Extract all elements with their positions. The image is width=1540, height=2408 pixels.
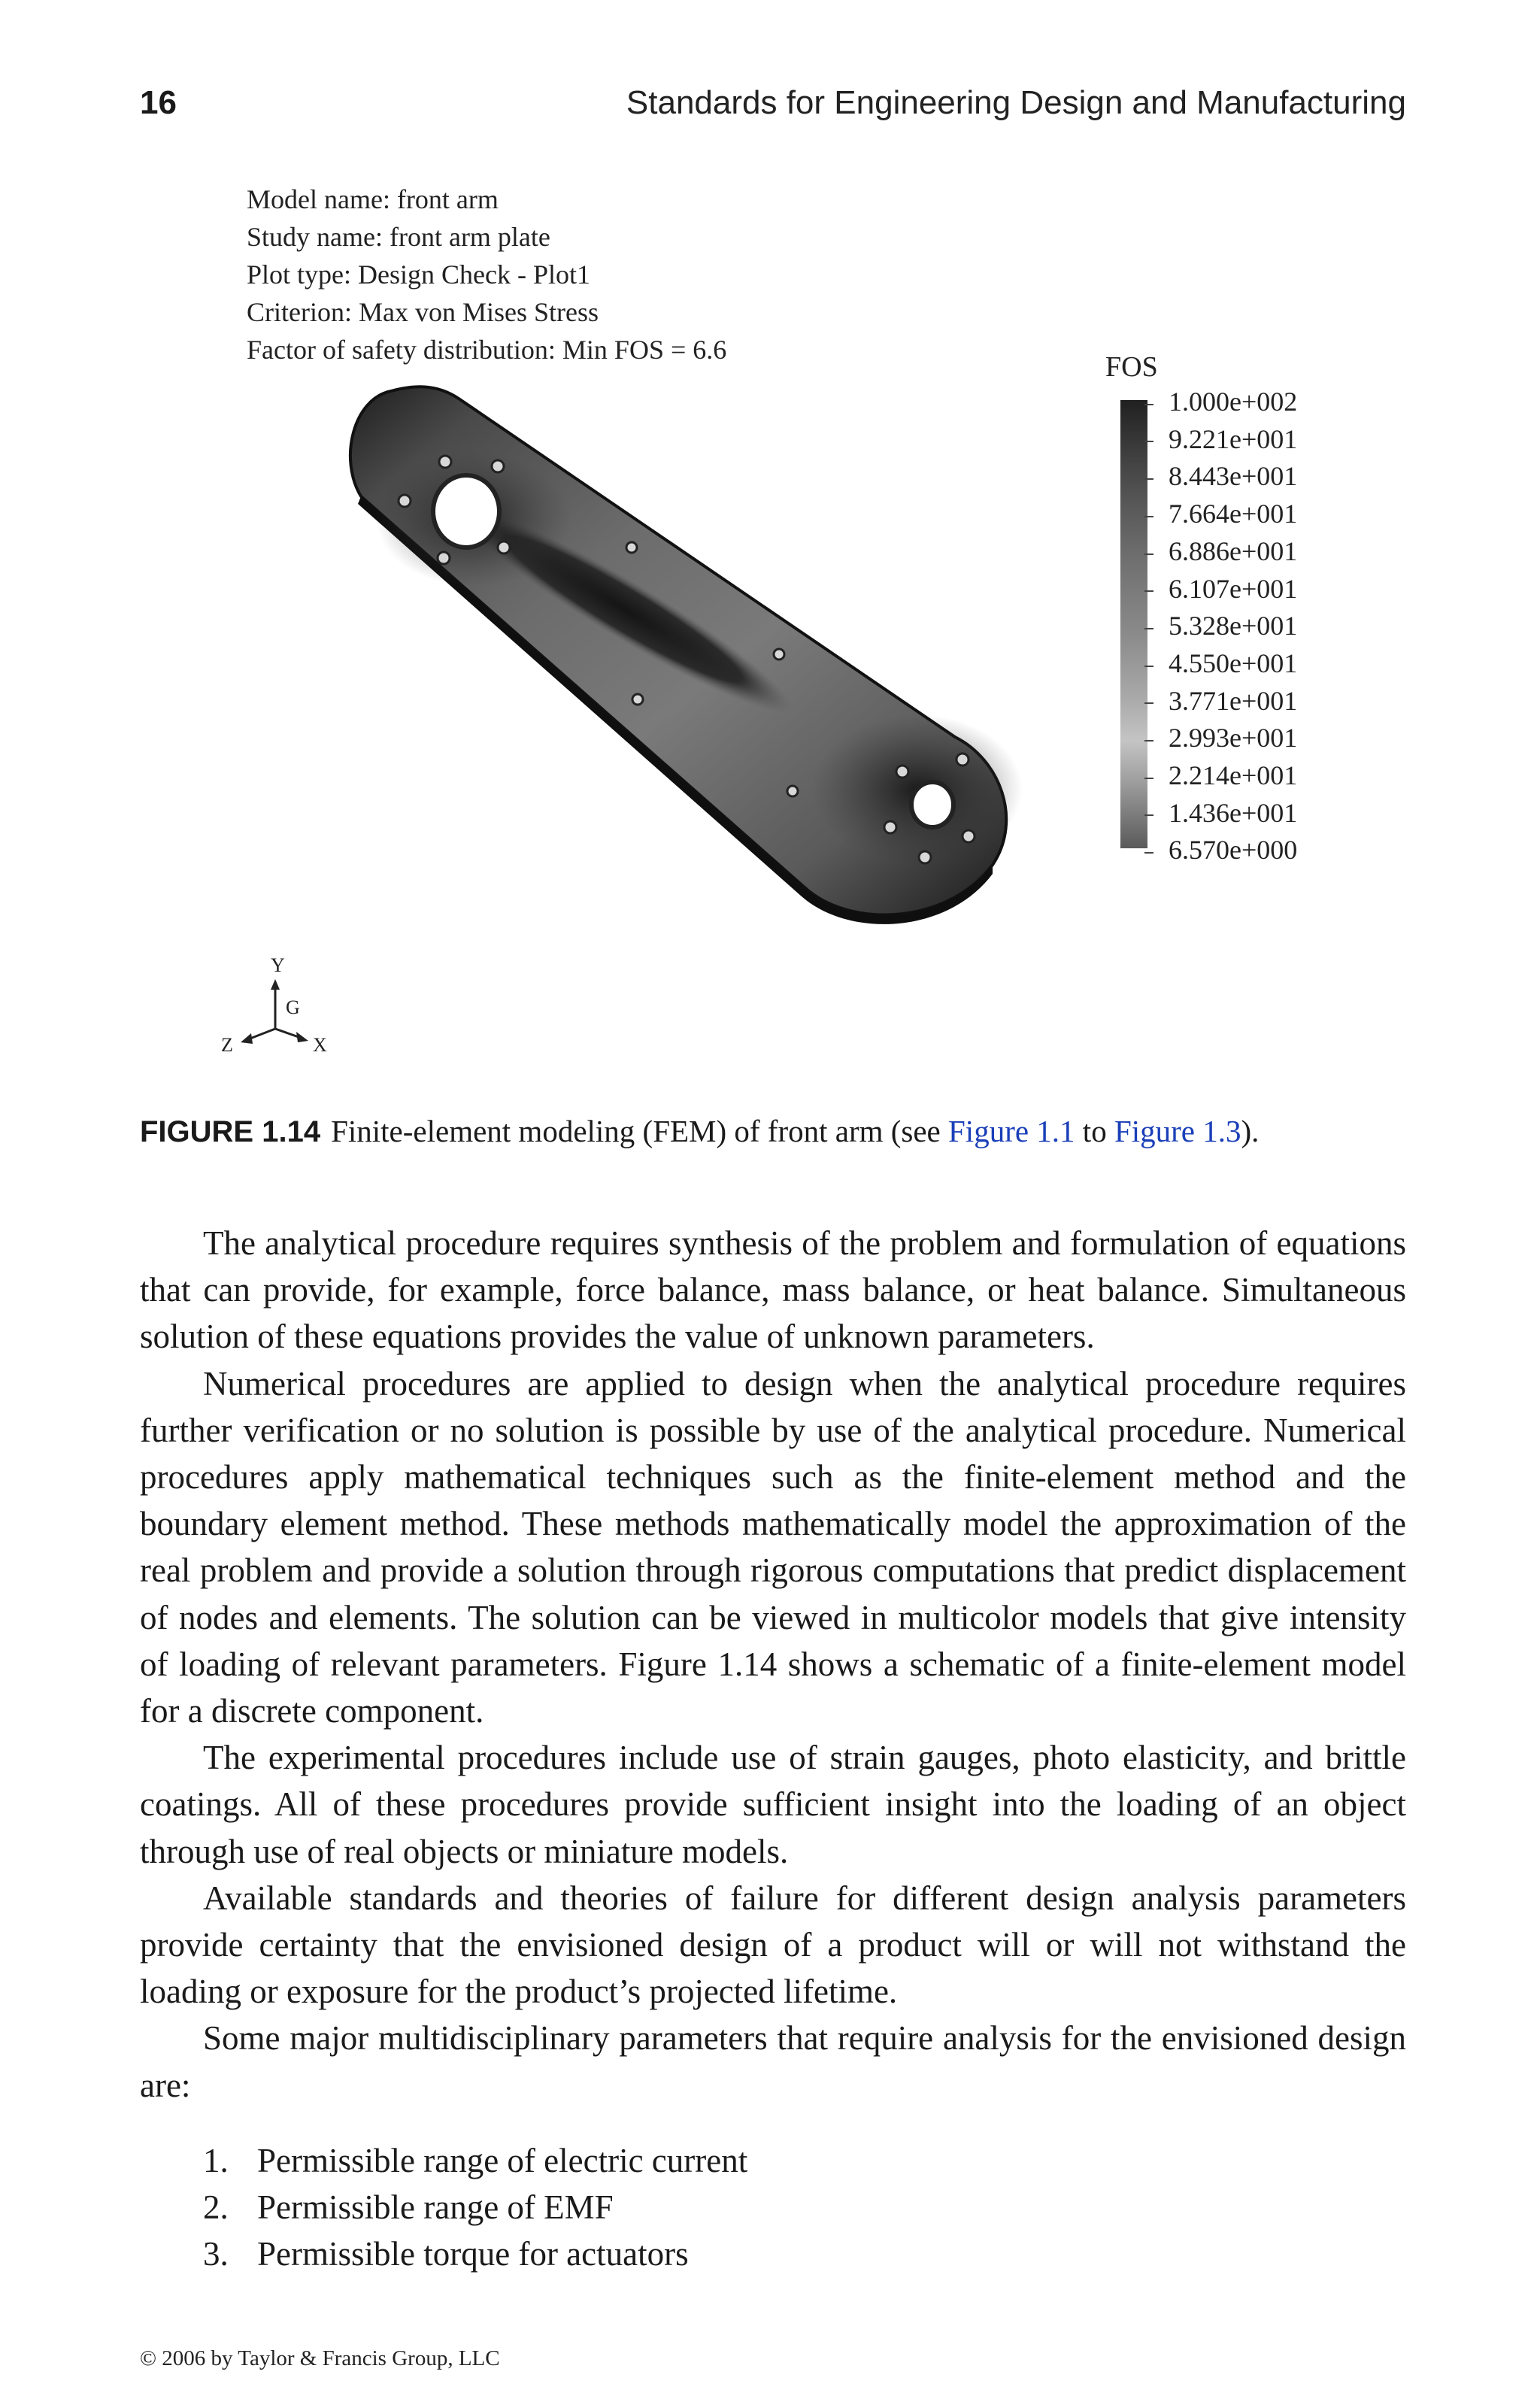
legend-tick: 1.000e+002 <box>1150 384 1297 421</box>
body-text <box>140 1220 1406 2109</box>
legend-tick: 6.570e+000 <box>1150 832 1297 869</box>
axis-triad-icon <box>218 955 353 1060</box>
caption-text: Finite-element modeling (FEM) of front arm (see <box>331 1114 948 1148</box>
paragraph: Some major multidisciplinary parameters that require analysis for the envisioned design are: <box>140 2019 1406 2104</box>
legend-ticks <box>1150 384 1297 869</box>
triad-label-g: G <box>286 996 300 1018</box>
legend-tick: 4.550e+001 <box>1150 645 1297 683</box>
triad-label-x: X <box>313 1034 327 1056</box>
figure-caption <box>140 1113 1259 1149</box>
meta-line-criterion: Criterion: Max von Mises Stress <box>247 297 599 327</box>
running-title: Standards for Engineering Design and Manufacturing <box>626 84 1406 121</box>
legend-tick: 6.886e+001 <box>1150 533 1297 571</box>
list-text: Permissible range of EMF <box>257 2188 614 2226</box>
copyright-footer: © 2006 by Taylor & Francis Group, LLC <box>140 2346 500 2370</box>
legend-tick: 5.328e+001 <box>1150 608 1297 645</box>
list-item <box>203 2184 747 2231</box>
triad-label-y: Y <box>271 955 285 976</box>
caption-text: to <box>1075 1114 1114 1148</box>
list-item <box>203 2231 747 2277</box>
caption-text: ). <box>1241 1114 1260 1148</box>
list-number: 3. <box>203 2235 229 2273</box>
paragraph: Available standards and theories of failure for different design analysis parameters provide certainty that the envisioned design of a product will or will not withstand the loading or exposure for the product’s projected lifetime. <box>140 1879 1406 2011</box>
triad-label-z: Z <box>221 1034 233 1056</box>
paragraph: Numerical procedures are applied to design when the analytical procedure requires further verification or no solution is possible by use of the analytical procedure. Numerical procedures apply mathematical techniques such as the finite-element method and the boundary element method. These methods mathematically model the approximation of the real problem and provide a solution through rigorous computations that predict displacement of nodes and elements. The solution can be viewed in multicolor models that give intensity of loading of relevant parameters. Figure 1.14 shows a schematic of a finite-element model for a discrete component. <box>140 1364 1406 1730</box>
legend-tick: 8.443e+001 <box>1150 458 1297 496</box>
parameter-list <box>203 2137 747 2277</box>
legend-tick: 7.664e+001 <box>1150 496 1297 533</box>
list-text: Permissible torque for actuators <box>257 2235 689 2273</box>
legend-tick: 2.214e+001 <box>1150 757 1297 795</box>
meta-line-model: Model name: front arm <box>247 184 499 214</box>
meta-line-plot-type: Plot type: Design Check - Plot1 <box>247 259 590 290</box>
figure-metadata <box>247 180 726 368</box>
caption-label: FIGURE 1.14 <box>140 1115 321 1148</box>
meta-line-fos: Factor of safety distribution: Min FOS = 6.6 <box>247 335 727 365</box>
caption-link-figure-1-3[interactable]: Figure 1.3 <box>1114 1114 1241 1148</box>
list-number: 1. <box>203 2142 229 2179</box>
legend-tick: 2.993e+001 <box>1150 720 1297 757</box>
legend-title: FOS <box>1105 351 1158 383</box>
caption-link-figure-1-1[interactable]: Figure 1.1 <box>948 1114 1075 1148</box>
meta-line-study: Study name: front arm plate <box>247 222 550 252</box>
paragraph: The experimental procedures include use of strain gauges, photo elasticity, and brittle coatings. All of these procedures provide sufficient insight into the loading of an object through use of real objects or miniature models. <box>140 1739 1406 1870</box>
legend-tick: 1.436e+001 <box>1150 795 1297 832</box>
legend-tick: 3.771e+001 <box>1150 683 1297 720</box>
list-item <box>203 2137 747 2184</box>
list-text: Permissible range of electric current <box>257 2142 748 2179</box>
list-number: 2. <box>203 2188 229 2226</box>
paragraph: The analytical procedure requires synthesis of the problem and formulation of equations that can provide, for example, force balance, mass balance, or heat balance. Simultaneous solution of these equations provides the value of unknown parameters. <box>140 1224 1406 1356</box>
legend-tick: 6.107e+001 <box>1150 571 1297 608</box>
legend-tick: 9.221e+001 <box>1150 421 1297 459</box>
page-number: 16 <box>140 84 177 121</box>
fos-colorbar <box>1120 400 1147 848</box>
fem-plate-image <box>331 368 1068 940</box>
